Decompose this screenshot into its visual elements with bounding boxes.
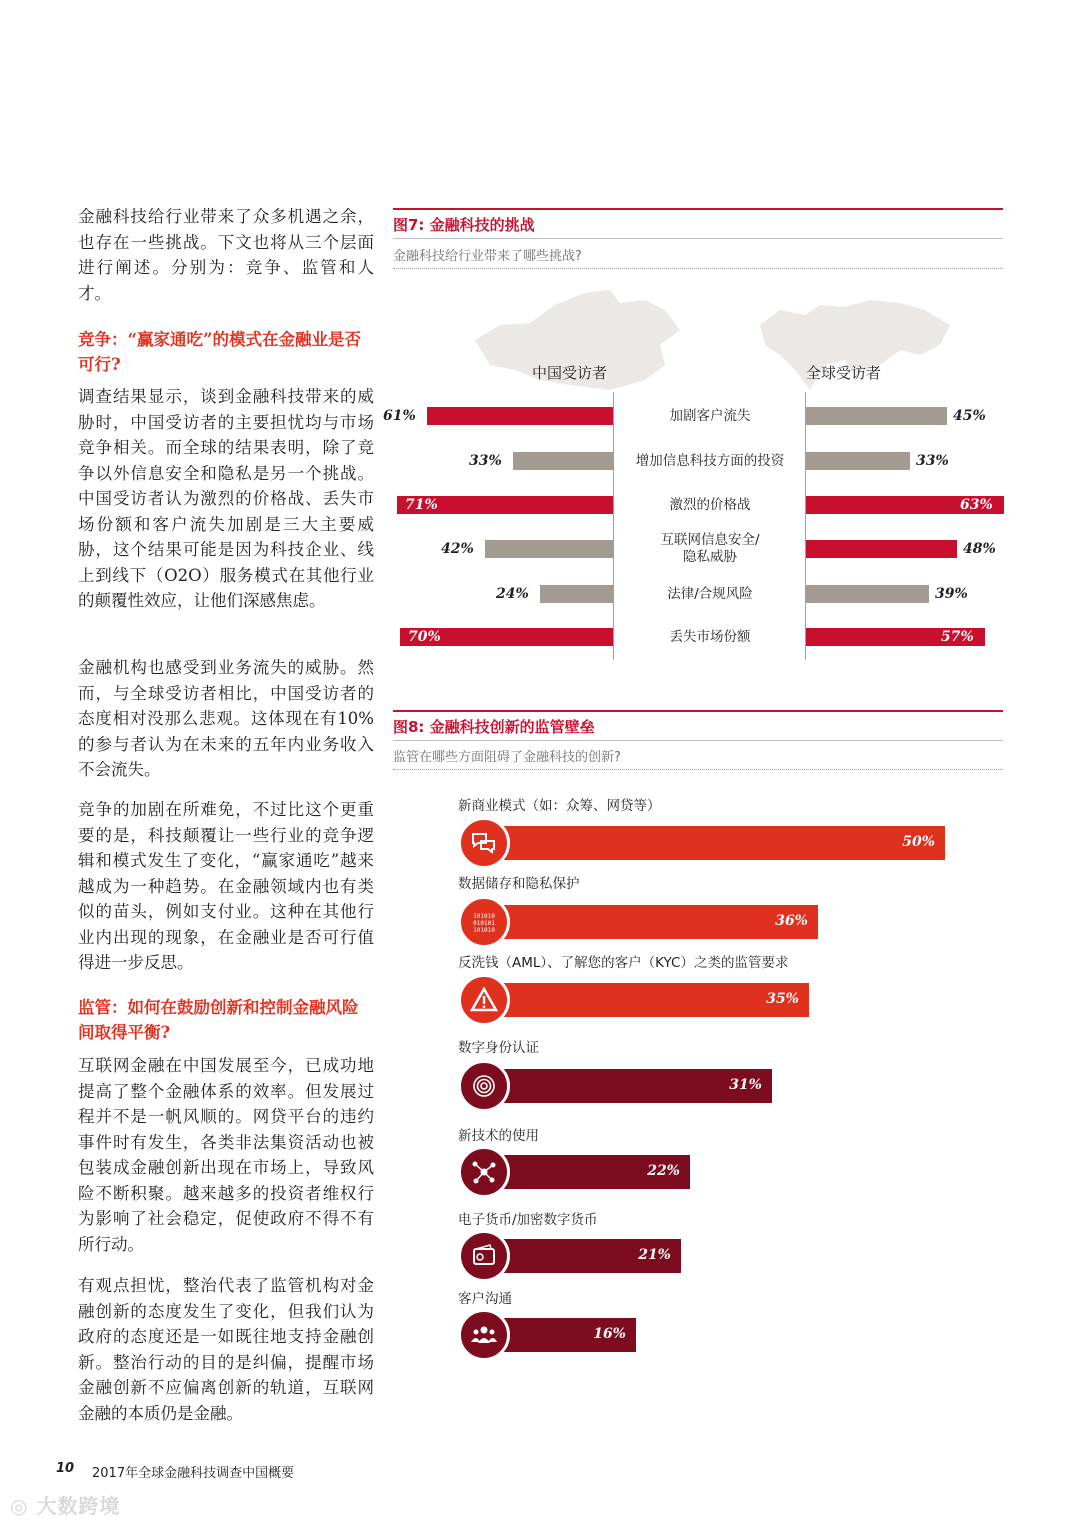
section-heading-regulation: 监管：如何在鼓励创新和控制金融风险间取得平衡? xyxy=(78,998,359,1042)
fig8-bar xyxy=(490,983,809,1017)
fig8-bar-value: 35% xyxy=(766,991,799,1007)
chat-bubbles-icon xyxy=(458,817,510,869)
fig8-dotted-rule xyxy=(393,769,1003,770)
svg-text:010101: 010101 xyxy=(473,920,495,927)
watermark-text: 大数跨境 xyxy=(36,1494,121,1518)
wallet-icon xyxy=(458,1230,510,1282)
people-group-icon xyxy=(458,1309,510,1361)
fig7-china-value: 71% xyxy=(405,497,438,513)
fig7-global-bar xyxy=(806,540,957,558)
competition-paragraph-1: 调查结果显示，谈到金融科技带来的威胁时，中国受访者的主要担忧均与市场竞争相关。而全球的结果表明，除了竞争以外信息安全和隐私是另一个挑战。中国受访者认为激烈的价格战、丢失市场份额和客户流失加剧是三大主要威胁，这个结果可能是因为科技企业、线上到线下（O2O）服务模式在其他行业的颠覆性效应，让他们深感焦虑。 xyxy=(78,387,374,610)
fig7-china-value: 70% xyxy=(408,629,441,645)
fig7-global-value: 39% xyxy=(935,586,968,602)
fig7-china-value: 24% xyxy=(496,586,529,602)
fig7-category-label xyxy=(624,586,796,603)
fig8-bar xyxy=(490,1318,636,1352)
fig7-china-bar xyxy=(513,452,613,470)
fig7-global-value: 63% xyxy=(960,497,993,513)
fig7-top-rule xyxy=(393,208,1003,210)
fig7-global-value: 57% xyxy=(941,629,974,645)
fig7-global-bar xyxy=(806,585,929,603)
fig7-global-value: 45% xyxy=(953,408,986,424)
fig8-bar xyxy=(490,1239,681,1273)
fig7-china-bar xyxy=(485,540,613,558)
fig7-category-label xyxy=(624,408,796,425)
fig7-subtitle: 金融科技给行业带来了哪些挑战? xyxy=(393,249,582,264)
svg-text:101010: 101010 xyxy=(473,913,495,920)
fig8-bar-value: 22% xyxy=(647,1163,680,1179)
fig7-global-value: 33% xyxy=(916,453,949,469)
fig7-category-line: 激烈的价格战 xyxy=(669,496,751,513)
section-heading-competition: 竞争：“赢家通吃”的模式在金融业是否可行? xyxy=(78,330,361,374)
fig7-title: 图7: 金融科技的挑战 xyxy=(393,216,535,234)
page-number: 10 xyxy=(56,1461,75,1476)
fig7-category-line: 法律/合规风险 xyxy=(667,585,753,602)
fig8-category-label: 新商业模式（如：众筹、网贷等） xyxy=(458,798,661,814)
fig8-category-label: 新技术的使用 xyxy=(458,1128,539,1144)
fig7-category-label xyxy=(624,497,796,514)
fig7-china-value: 33% xyxy=(469,453,502,469)
intro-paragraph: 金融科技给行业带来了众多机遇之余，也存在一些挑战。下文也将从三个层面进行阐述。分别为：竞争、监管和人才。 xyxy=(78,207,374,303)
fig7-global-bar xyxy=(806,452,910,470)
fig8-subtitle: 监管在哪些方面阻碍了金融科技的创新? xyxy=(393,750,621,765)
fig8-bar xyxy=(490,1069,772,1103)
regulation-paragraph-1: 互联网金融在中国发展至今，已成功地提高了整个金融体系的效率。但发展过程并不是一帆风顺的。网贷平台的违约事件时有发生，各类非法集资活动也被包装成金融创新出现在市场上，导致风险不断积聚。越来越多的投资者维权行为影响了社会稳定，促使政府不得不有所行动。 xyxy=(78,1056,374,1254)
fig7-category-line: 互联网信息安全/ xyxy=(660,532,760,548)
fig7-category-label xyxy=(624,453,796,470)
fig7-title-rule xyxy=(393,238,1003,239)
watermark-logo: ◎ 大数跨境 xyxy=(10,1494,121,1518)
fig8-category-label: 反洗钱（AML）、了解您的客户（KYC）之类的监管要求 xyxy=(458,955,789,971)
fig7-left-axis xyxy=(613,392,614,660)
fig7-global-value: 48% xyxy=(963,541,996,557)
fig7-china-value: 61% xyxy=(383,408,416,424)
fig7-category-label xyxy=(624,629,796,646)
fig7-category-line: 丢失市场份额 xyxy=(669,628,751,645)
fig7-right-axis xyxy=(805,392,806,660)
fig7-category-line: 隐私威胁 xyxy=(683,549,737,565)
fig7-category-line: 加剧客户流失 xyxy=(669,407,751,424)
fig7-china-value: 42% xyxy=(441,541,474,557)
binary-data-icon xyxy=(458,896,510,948)
fig8-bar-value: 50% xyxy=(902,834,935,850)
fig8-title-rule xyxy=(393,740,1003,741)
fig8-category-label: 数据储存和隐私保护 xyxy=(458,876,580,892)
fig8-category-label: 电子货币/加密数字货币 xyxy=(458,1212,598,1228)
fig8-bar xyxy=(490,826,945,860)
fig8-category-label: 数字身份认证 xyxy=(458,1040,539,1056)
fig7-china-bar xyxy=(427,407,613,425)
footer-title: 2017年全球金融科技调查中国概要 xyxy=(92,1466,295,1481)
fig8-bar-value: 31% xyxy=(729,1077,762,1093)
fig8-category-label: 客户沟通 xyxy=(458,1291,512,1307)
fig7-category-label xyxy=(624,532,796,566)
fig7-dotted-rule xyxy=(393,268,1003,269)
fig8-bar xyxy=(490,1155,690,1189)
competition-paragraph-2: 金融机构也感受到业务流失的威胁。然而，与全球受访者相比，中国受访者的态度相对没那么悲观。这体现在有10%的参与者认为在未来的五年内业务收入不会流失。 xyxy=(78,658,374,779)
global-respondents-header: 全球受访者 xyxy=(806,364,882,382)
china-respondents-header: 中国受访者 xyxy=(532,364,608,382)
regulation-paragraph-2: 有观点担忧，整治代表了监管机构对金融创新的态度发生了变化，但我们认为政府的态度还是一如既往地支持金融创新。整治行动的目的是纠偏，提醒市场金融创新不应偏离创新的轨道，互联网金融的本质仍是金融。 xyxy=(78,1276,374,1423)
fig8-title: 图8: 金融科技创新的监管壁垒 xyxy=(393,718,595,736)
fig7-category-line: 增加信息科技方面的投资 xyxy=(635,452,785,469)
fig8-bar-value: 16% xyxy=(593,1326,626,1342)
warning-triangle-icon xyxy=(458,974,510,1026)
fig7-china-bar xyxy=(540,585,613,603)
fig8-bar-value: 36% xyxy=(775,913,808,929)
svg-text:101010: 101010 xyxy=(473,927,495,934)
network-nodes-icon xyxy=(458,1146,510,1198)
competition-paragraph-3: 竞争的加剧在所难免，不过比这个更重要的是，科技颠覆让一些行业的竞争逻辑和模式发生了变化，“赢家通吃”越来越成为一种趋势。在金融领域内也有类似的苗头，例如支付业。这种在其他行业内出现的现象，在金融业是否可行值得进一步反思。 xyxy=(78,800,374,972)
fig8-bar-value: 21% xyxy=(638,1247,671,1263)
fig8-top-rule xyxy=(393,710,1003,712)
fingerprint-icon xyxy=(458,1060,510,1112)
fig7-global-bar xyxy=(806,407,947,425)
fig8-bar xyxy=(490,905,818,939)
